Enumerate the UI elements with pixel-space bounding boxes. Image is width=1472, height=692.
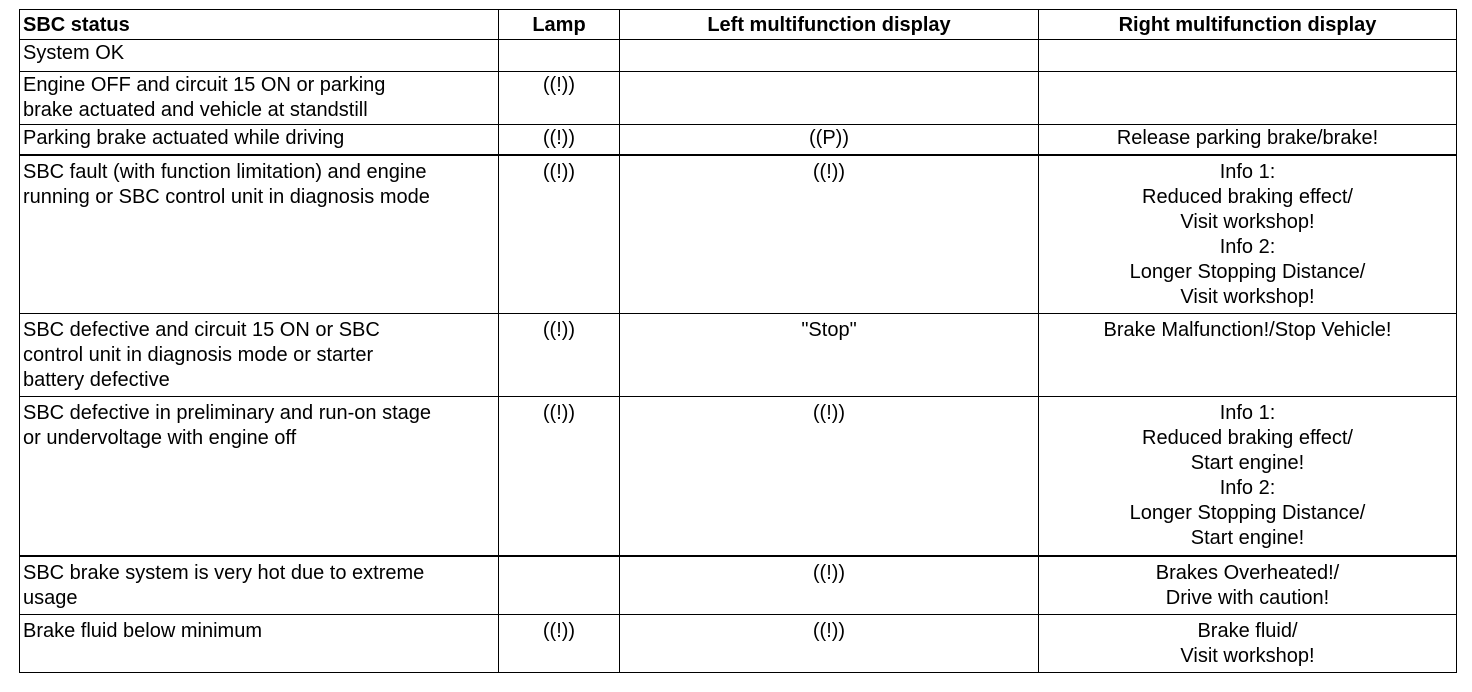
status-cell: Engine OFF and circuit 15 ON or parking brake actuated and vehicle at standstill: [20, 72, 499, 125]
right-display-cell: Info 1: Reduced braking effect/ Start engine! Info 2: Longer Stopping Distance/ Start engine!: [1039, 397, 1457, 557]
table-row: [20, 397, 1457, 557]
lamp-cell: [499, 40, 620, 72]
left-display-cell: "Stop": [620, 314, 1039, 397]
left-display-cell: ((!)): [620, 397, 1039, 557]
header-sbc-status: SBC status: [20, 10, 499, 40]
status-cell: System OK: [20, 40, 499, 72]
table-row: [20, 72, 1457, 125]
right-display-cell: Brake fluid/ Visit workshop!: [1039, 615, 1457, 673]
table-row: [20, 40, 1457, 72]
right-display-cell: Release parking brake/brake!: [1039, 125, 1457, 156]
left-display-cell: ((P)): [620, 125, 1039, 156]
header-right-display: Right multifunction display: [1039, 10, 1457, 40]
table-row: [20, 314, 1457, 397]
table-row: [20, 615, 1457, 673]
right-display-cell: Brakes Overheated!/ Drive with caution!: [1039, 556, 1457, 615]
left-display-cell: [620, 72, 1039, 125]
right-display-cell: Brake Malfunction!/Stop Vehicle!: [1039, 314, 1457, 397]
lamp-cell: ((!)): [499, 72, 620, 125]
status-cell: SBC fault (with function limitation) and engine running or SBC control unit in diagnosis mode: [20, 155, 499, 314]
lamp-cell: ((!)): [499, 155, 620, 314]
left-display-cell: [620, 40, 1039, 72]
status-cell: Parking brake actuated while driving: [20, 125, 499, 156]
left-display-cell: ((!)): [620, 155, 1039, 314]
table-row: [20, 125, 1457, 156]
left-display-cell: ((!)): [620, 556, 1039, 615]
status-cell: SBC brake system is very hot due to extreme usage: [20, 556, 499, 615]
lamp-cell: [499, 556, 620, 615]
lamp-cell: ((!)): [499, 397, 620, 557]
lamp-cell: ((!)): [499, 125, 620, 156]
header-lamp: Lamp: [499, 10, 620, 40]
table-row: [20, 155, 1457, 314]
table-row: [20, 556, 1457, 615]
status-cell: SBC defective in preliminary and run-on stage or undervoltage with engine off: [20, 397, 499, 557]
lamp-cell: ((!)): [499, 615, 620, 673]
right-display-cell: [1039, 72, 1457, 125]
status-cell: SBC defective and circuit 15 ON or SBC control unit in diagnosis mode or starter battery defective: [20, 314, 499, 397]
lamp-cell: ((!)): [499, 314, 620, 397]
header-row: [20, 10, 1457, 40]
status-cell: Brake fluid below minimum: [20, 615, 499, 673]
right-display-cell: Info 1: Reduced braking effect/ Visit workshop! Info 2: Longer Stopping Distance/ Visit workshop!: [1039, 155, 1457, 314]
right-display-cell: [1039, 40, 1457, 72]
sbc-status-table: [19, 9, 1457, 673]
header-left-display: Left multifunction display: [620, 10, 1039, 40]
left-display-cell: ((!)): [620, 615, 1039, 673]
